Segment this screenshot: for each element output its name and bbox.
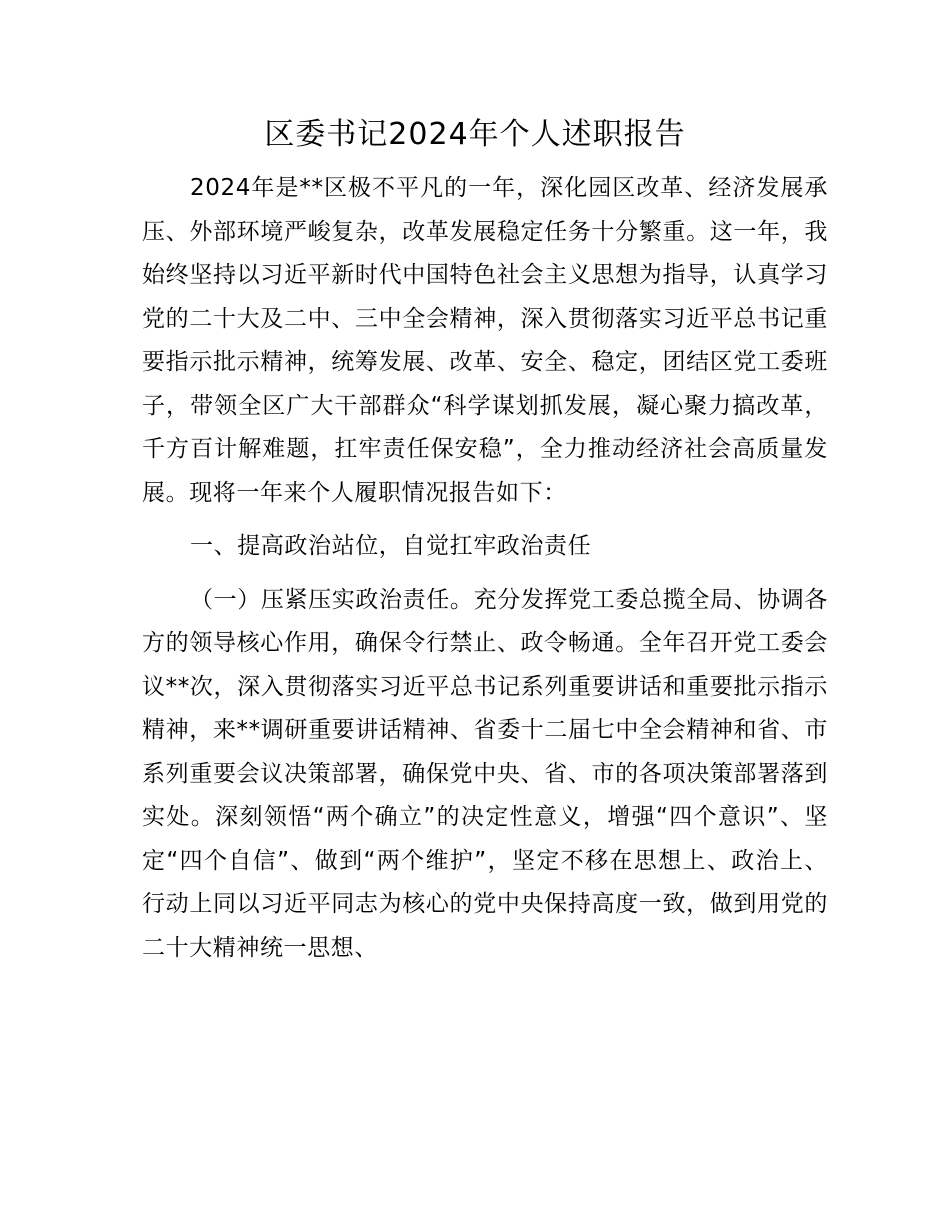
document-body: [142, 167, 828, 970]
subsection-paragraph-1: （一）压紧压实政治责任。充分发挥党工委总揽全局、协调各方的领导核心作用，确保令行禁止、政令畅通。全年召开党工委会议**次，深入贯彻落实习近平总书记系列重要讲话和重要批示指示精神，来**调研重要讲话精神、省委十二届七中全会精神和省、市系列重要会议决策部署，确保党中央、省、市的各项决策部署落到实处。深刻领悟“两个确立”的决定性意义，增强“四个意识”、坚定“四个自信”、做到“两个维护”，坚定不移在思想上、政治上、行动上同以习近平同志为核心的党中央保持高度一致，做到用党的二十大精神统一思想、: [142, 586, 828, 961]
document-title: 区委书记2024年个人述职报告: [264, 117, 686, 152]
intro-paragraph: 2024年是**区极不平凡的一年，深化园区改革、经济发展承压、外部环境严峻复杂，改革发展稳定任务十分繁重。这一年，我始终坚持以习近平新时代中国特色社会主义思想为指导，认真学习党的二十大及二中、三中全会精神，深入贯彻落实习近平总书记重要指示批示精神，统筹发展、改革、安全、稳定，团结区党工委班子，带领全区广大干部群众“科学谋划抓发展，凝心聚力搞改革，千方百计解难题，扛牢责任保安稳”，全力推动经济社会高质量发展。现将一年来个人履职情况报告如下：: [142, 175, 828, 506]
section-heading-1: 一、提高政治站位，自觉扛牢政治责任: [190, 533, 592, 559]
